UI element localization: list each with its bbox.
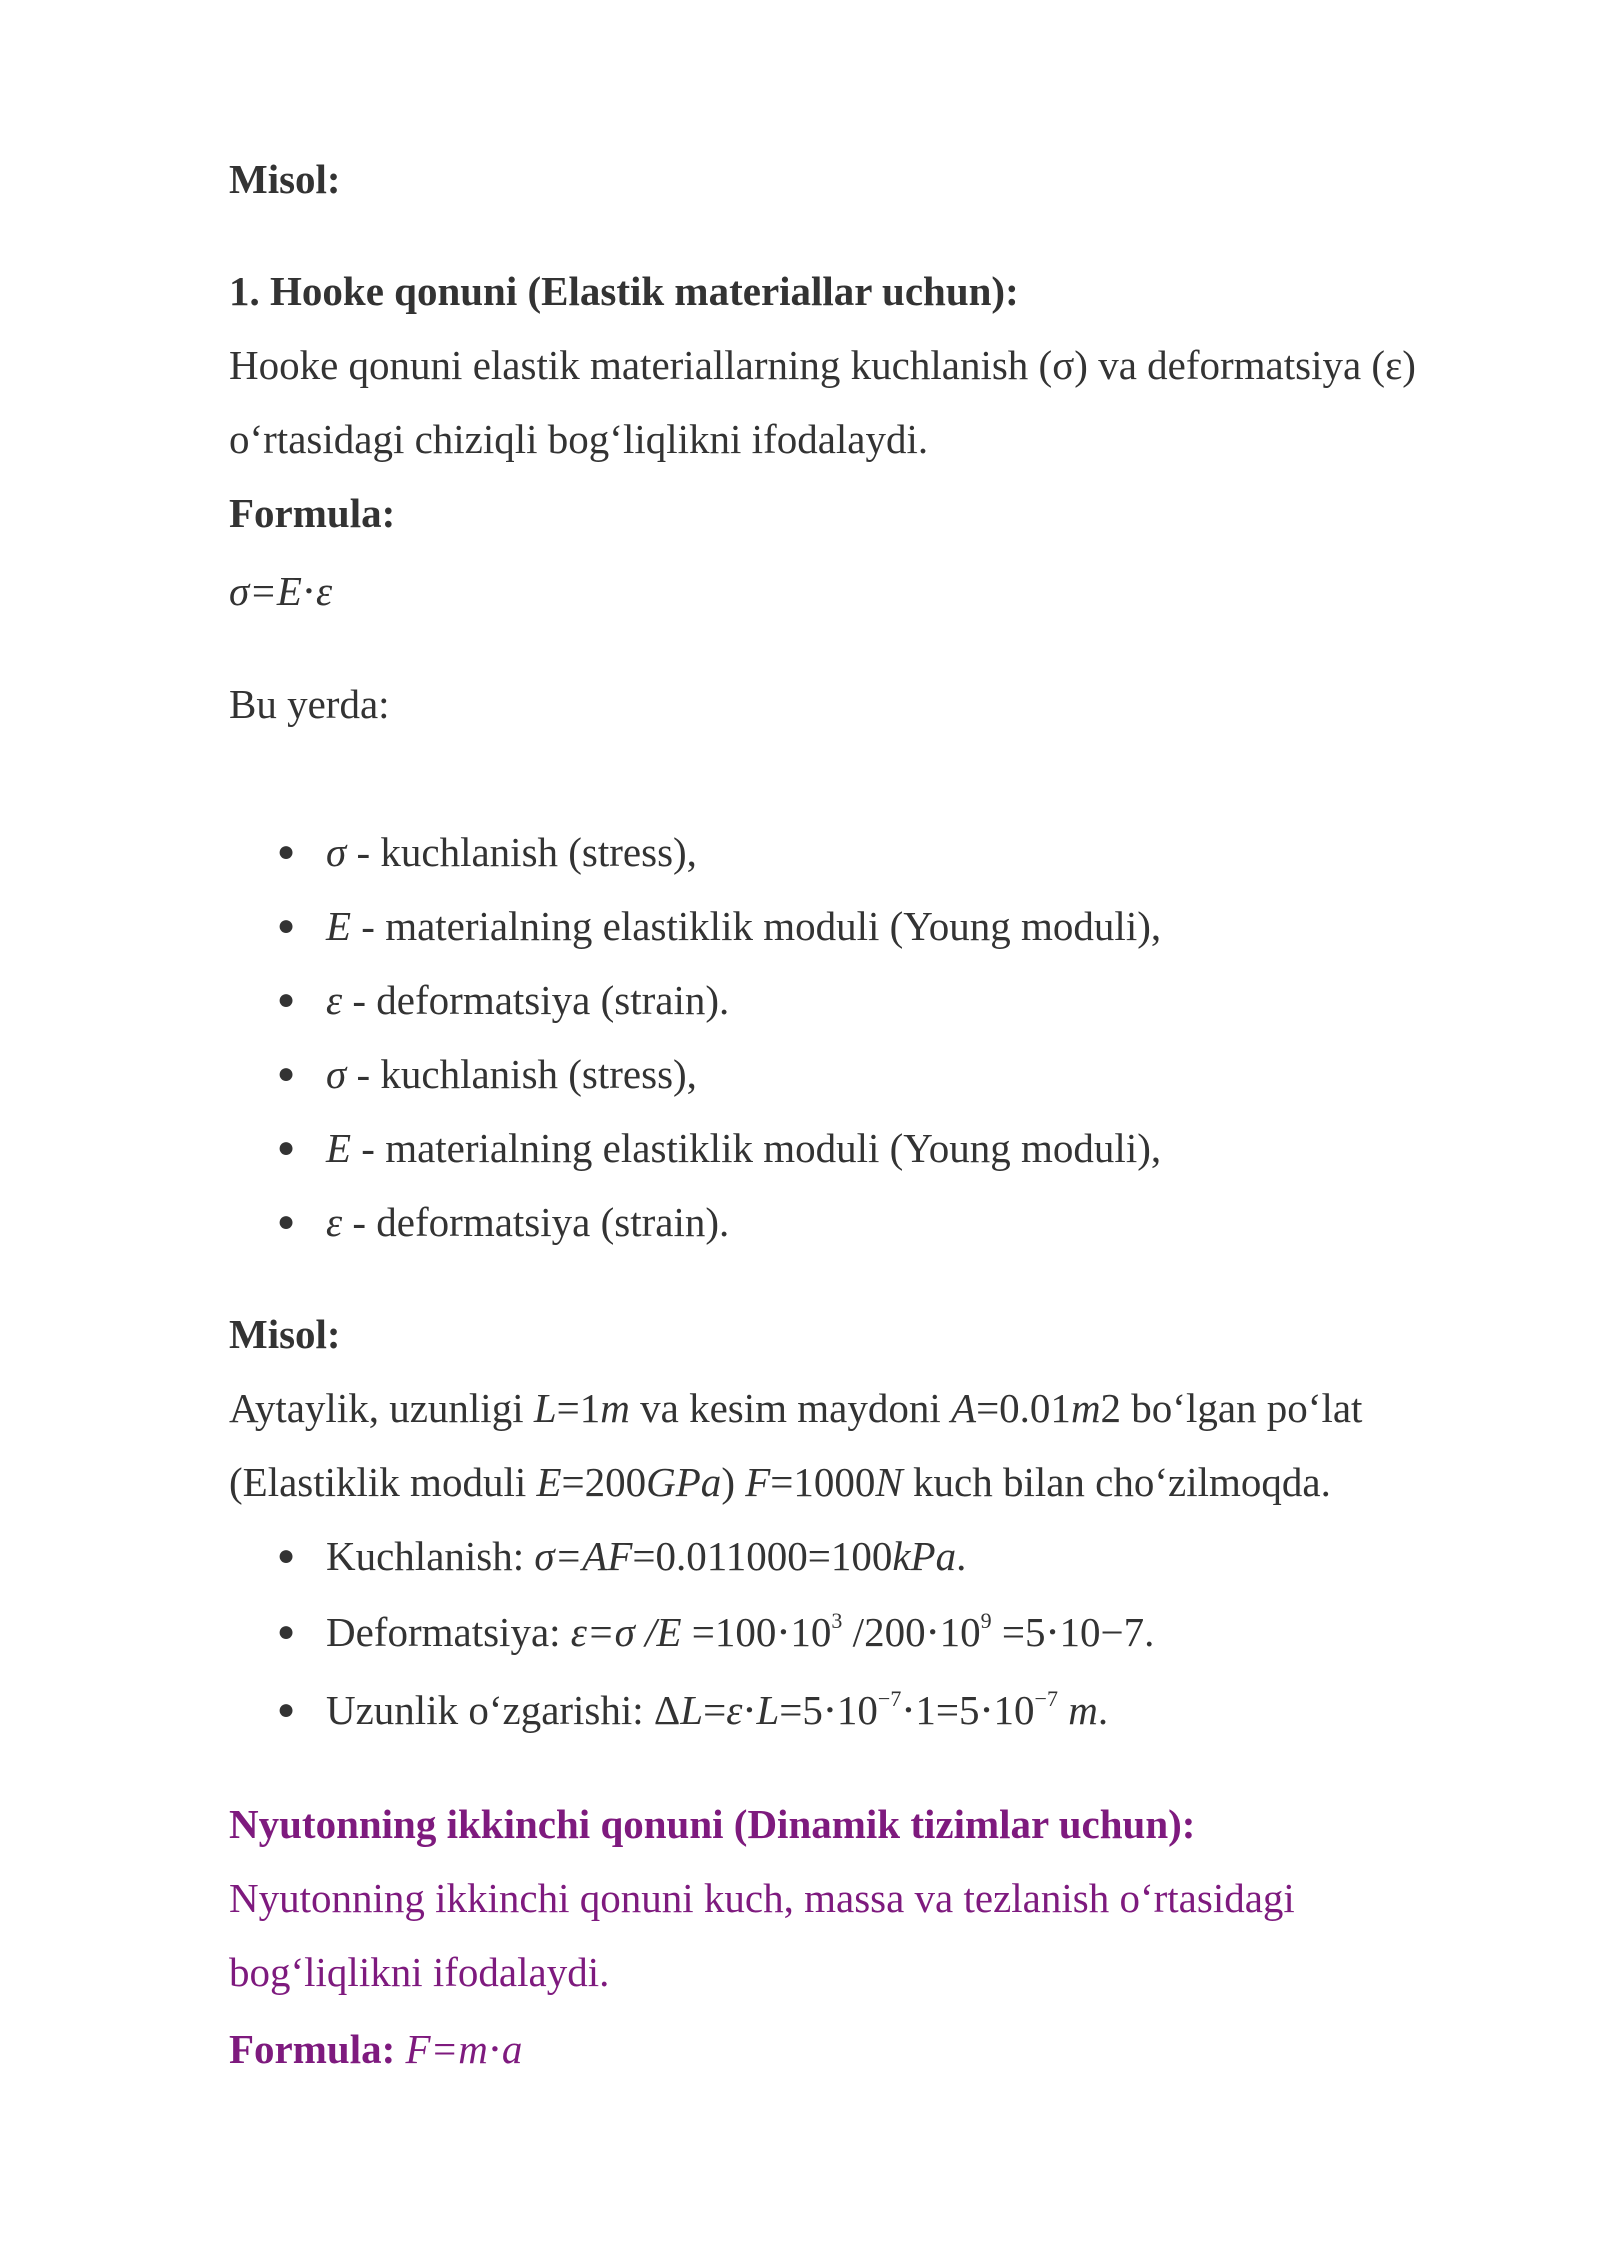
definition-item [229, 1185, 1161, 1259]
newton-heading: Nyutonning ikkinchi qonuni (Dinamik tizimlar uchun): [229, 1801, 1196, 1847]
definition-symbol: E [326, 1125, 352, 1171]
calc-uzunlik: ● Uzunlik o‘zgarishi: $\Delta L=\varepsilon\cdot L=5\cdot 10^{-7}\cdot 1=5\cdot 10^{-7}$ m. [229, 1671, 1154, 1749]
hooke-formula: σ=E⋅ε [229, 568, 333, 614]
bullet-icon: ● [277, 1205, 296, 1238]
definition-item [229, 963, 1161, 1037]
bullet-icon: ● [277, 1693, 296, 1726]
definition-symbol: ε [326, 977, 343, 1023]
newton-description-line1: Nyutonning ikkinchi qonuni kuch, massa va tezlanish o‘rtasidagi [229, 1875, 1295, 1921]
calc-deformatsiya: ● Deformatsiya: ε=σ $/E =100\cdot 10^3$ $/200\cdot 10^9 =5\cdot 10-7$. [229, 1593, 1154, 1671]
bullet-icon: ● [277, 1057, 296, 1090]
misol-example-heading: Misol: [229, 1311, 341, 1357]
newton-description-line2: bog‘liqlikni ifodalaydi. [229, 1949, 610, 1995]
bullet-icon: ● [277, 983, 296, 1016]
calc-kuchlanish: ● Kuchlanish: σ=AF=0.011000=100kPa. [229, 1519, 1154, 1593]
newton-formula-label: Formula: [229, 2026, 396, 2072]
hooke-description-line1: Hooke qonuni elastik materiallarning kuchlanish (σ) va deformatsiya (ε) [229, 342, 1416, 388]
calculation-list [229, 1519, 1154, 1749]
bullet-icon: ● [277, 835, 296, 868]
bu-yerda-label: Bu yerda: [229, 681, 390, 727]
definition-item [229, 1037, 1161, 1111]
definition-text: - deformatsiya (strain). [342, 977, 730, 1023]
bullet-icon: ● [277, 909, 296, 942]
definition-text: - materialning elastiklik moduli (Young moduli), [351, 903, 1162, 949]
definition-item [229, 815, 1161, 889]
definition-item [229, 1111, 1161, 1185]
example-line2: (Elastiklik moduli E=200GPa) F=1000N kuch bilan cho‘zilmoqda. [229, 1459, 1331, 1505]
bullet-icon: ● [277, 1539, 296, 1572]
example-line1: Aytaylik, uzunligi L=1m va kesim maydoni A=0.01m2 bo‘lgan po‘lat [229, 1385, 1363, 1431]
hooke-formula-label: Formula: [229, 490, 396, 536]
newton-formula-line [229, 2012, 522, 2086]
definition-item [229, 889, 1161, 963]
definition-symbol: σ [326, 829, 347, 875]
definition-text: - kuchlanish (stress), [346, 1051, 697, 1097]
bullet-icon: ● [277, 1131, 296, 1164]
definition-symbol: E [326, 903, 352, 949]
definition-symbol: σ [326, 1051, 347, 1097]
definitions-list [229, 815, 1161, 1259]
definition-text: - materialning elastiklik moduli (Young moduli), [351, 1125, 1162, 1171]
definition-text: - deformatsiya (strain). [342, 1199, 730, 1245]
definition-symbol: ε [326, 1199, 343, 1245]
definition-text: - kuchlanish (stress), [346, 829, 697, 875]
newton-formula: F=m⋅a [395, 2026, 523, 2072]
bullet-icon: ● [277, 1615, 296, 1648]
hooke-heading: 1. Hooke qonuni (Elastik materiallar uchun): [229, 268, 1019, 314]
hooke-description-line2: o‘rtasidagi chiziqli bog‘liqlikni ifodalaydi. [229, 416, 929, 462]
misol-heading: Misol: [229, 156, 341, 202]
